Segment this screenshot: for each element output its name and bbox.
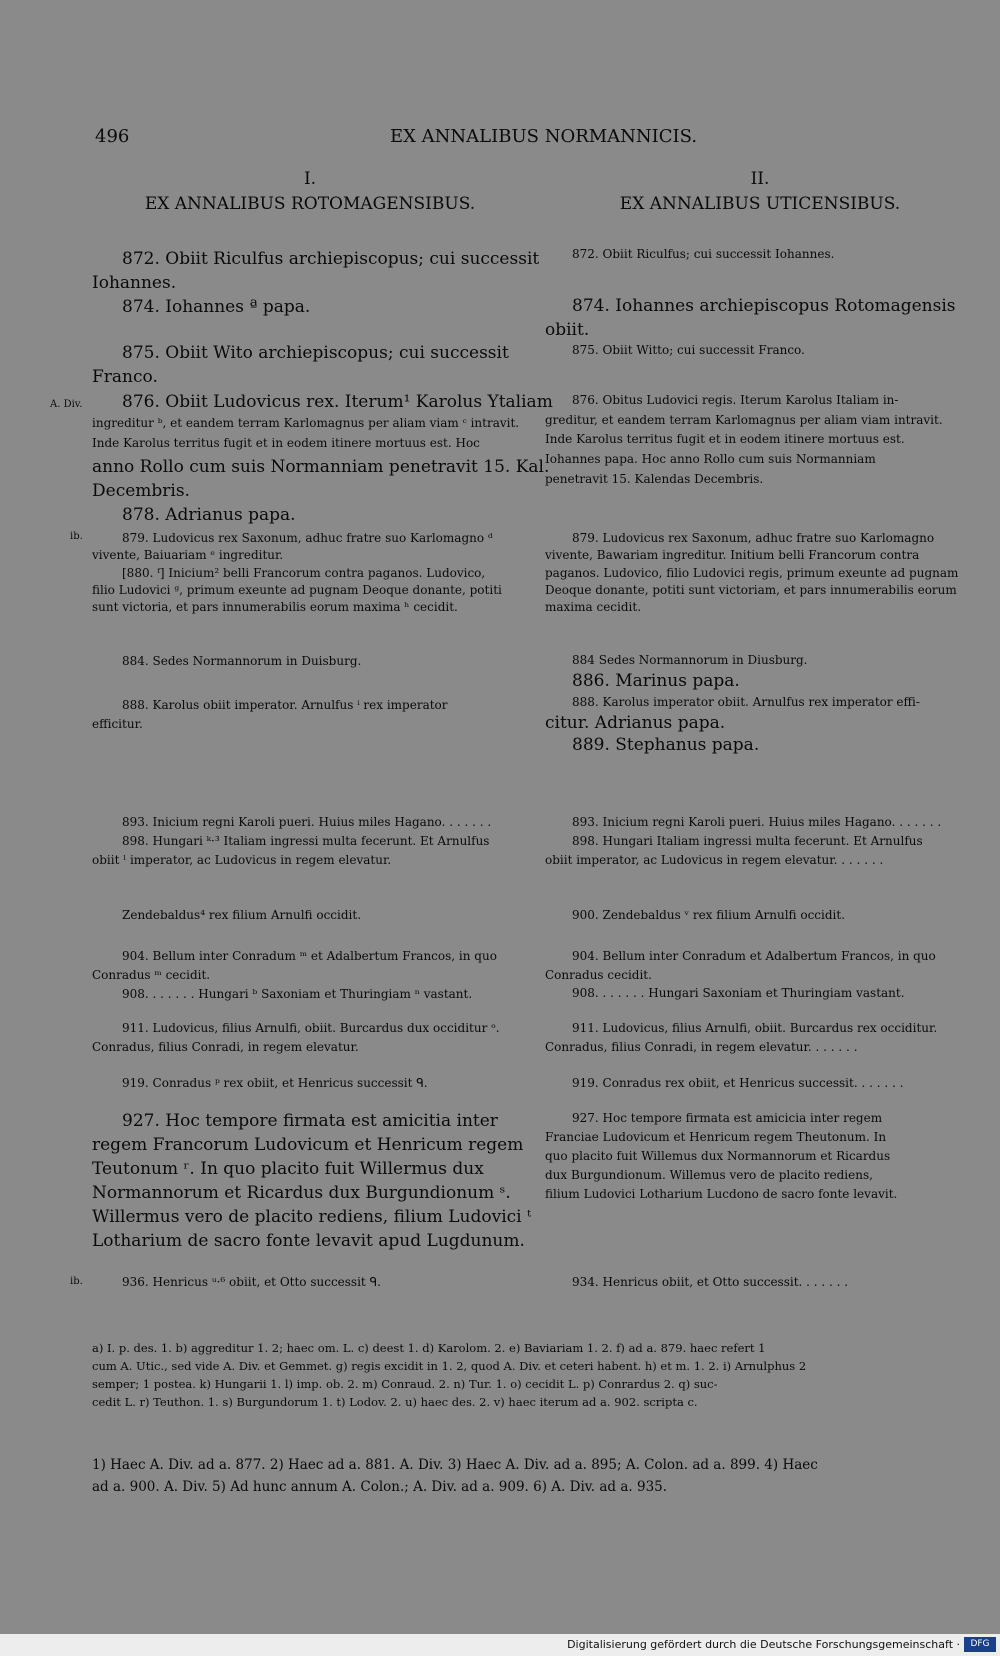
entry-line: vivente, Baiuariam ᵉ ingreditur. bbox=[92, 548, 284, 562]
entry-line: obiit ˡ imperator, ac Ludovicus in regem elevatur. bbox=[92, 853, 392, 867]
entry-line: 919. Conradus rex obiit, et Henricus successit. . . . . . . bbox=[572, 1076, 904, 1090]
entry-line: 934. Henricus obiit, et Otto successit. . . . . . . bbox=[572, 1275, 849, 1289]
entry-line: Lotharium de sacro fonte levavit apud Lugdunum. bbox=[92, 1231, 525, 1251]
entry-line: obiit imperator, ac Ludovicus in regem elevatur. . . . . . . bbox=[545, 853, 884, 867]
entry-line: 875. Obiit Witto; cui successit Franco. bbox=[572, 343, 805, 357]
entry-line: 874. Iohannes archiepiscopus Rotomagensis bbox=[572, 296, 956, 316]
entry-line: 889. Stephanus papa. bbox=[572, 735, 760, 755]
entry-line: 919. Conradus ᵖ rex obiit, et Henricus successit ᑫ. bbox=[122, 1076, 428, 1090]
running-title: EX ANNALIBUS NORMANNICIS. bbox=[390, 126, 698, 147]
entry-line: 876. Obiit Ludovicus rex. Iterum¹ Karolus Ytaliam bbox=[122, 392, 553, 412]
footer-bar bbox=[0, 1634, 1000, 1656]
col2-heading bbox=[560, 167, 960, 217]
footnote-line: cum A. Utic., sed vide A. Div. et Gemmet. g) regis excidit in 1. 2, quod A. Div. et ceteri habent. h) et m. 1. 2. i) Arnulphus 2 bbox=[92, 1359, 807, 1373]
entry-line: 908. . . . . . . Hungari Saxoniam et Thuringiam vastant. bbox=[572, 986, 905, 1000]
entry-line: 911. Ludovicus, filius Arnulfi, obiit. Burcardus rex occiditur. bbox=[572, 1021, 938, 1035]
footnote-line: 1) Haec A. Div. ad a. 877. 2) Haec ad a. 881. A. Div. 3) Haec A. Div. ad a. 895; A. Colon. ad a. 899. 4) Haec bbox=[92, 1457, 818, 1473]
entry-line: obiit. bbox=[545, 320, 590, 340]
entry-line: 876. Obitus Ludovici regis. Iterum Karolus Italiam in- bbox=[572, 393, 899, 407]
entry-line: Conradus, filius Conradi, in regem elevatur. . . . . . . bbox=[545, 1040, 858, 1054]
col2-title: EX ANNALIBUS UTICENSIBUS. bbox=[619, 194, 901, 214]
footnote-line: ad a. 900. A. Div. 5) Ad hunc annum A. Colon.; A. Div. ad a. 909. 6) A. Div. ad a. 935. bbox=[92, 1479, 668, 1495]
entry-line: Iohannes. bbox=[92, 273, 177, 293]
dfg-logo: DFG bbox=[964, 1637, 996, 1652]
footnote-line: cedit L. r) Teuthon. 1. s) Burgundorum 1. t) Lodov. 2. u) haec des. 2. v) haec iterum ad a. 902. scripta c. bbox=[92, 1395, 698, 1409]
col2-numeral: II. bbox=[750, 169, 770, 189]
entry-line: 888. Karolus obiit imperator. Arnulfus ⁱ rex imperator bbox=[122, 698, 448, 712]
entry-line: 875. Obiit Wito archiepiscopus; cui successit bbox=[122, 343, 509, 363]
entry-line: Conradus ᵐ cecidit. bbox=[92, 968, 211, 982]
entry-line: Teutonum ʳ. In quo placito fuit Willermus dux bbox=[92, 1159, 484, 1179]
entry-line: Zendebaldus⁴ rex filium Arnulfi occidit. bbox=[122, 908, 362, 922]
entry-line: greditur, et eandem terram Karlomagnus per aliam viam intravit. bbox=[545, 413, 943, 427]
entry-line: 893. Inicium regni Karoli pueri. Huius miles Hagano. . . . . . . bbox=[122, 815, 492, 829]
footnote-line: a) I. p. des. 1. b) aggreditur 1. 2; haec om. L. c) deest 1. d) Karolom. 2. e) Baviariam 1. 2. f) ad a. 879. haec refert 1 bbox=[92, 1341, 766, 1355]
entry-line: filio Ludovici ᵍ, primum exeunte ad pugnam Deoque donante, potiti bbox=[92, 583, 502, 597]
entry-line: Inde Karolus territus fugit et in eodem itinere mortuus est. bbox=[545, 432, 905, 446]
entry-line: Iohannes papa. Hoc anno Rollo cum suis Normanniam bbox=[545, 452, 876, 466]
entry-line: Decembris. bbox=[92, 481, 190, 501]
entry-line: 904. Bellum inter Conradum et Adalbertum Francos, in quo bbox=[572, 949, 936, 963]
entry-line: 888. Karolus imperator obiit. Arnulfus rex imperator effi- bbox=[572, 695, 920, 709]
margin-note: ib. bbox=[70, 531, 83, 542]
entry-line: [880. ᶠ] Inicium² belli Francorum contra paganos. Ludovico, bbox=[122, 566, 486, 580]
entry-line: efficitur. bbox=[92, 717, 143, 731]
entry-line: 886. Marinus papa. bbox=[572, 671, 740, 691]
margin-note: A. Div. bbox=[50, 399, 83, 410]
entry-line: 878. Adrianus papa. bbox=[122, 505, 296, 525]
entry-line: 872. Obiit Riculfus archiepiscopus; cui successit bbox=[122, 249, 540, 269]
entry-line: Conradus cecidit. bbox=[545, 968, 652, 982]
entry-line: 872. Obiit Riculfus; cui successit Iohannes. bbox=[572, 247, 835, 261]
entry-line: sunt victoria, et pars innumerabilis eorum maxima ʰ cecidit. bbox=[92, 600, 458, 614]
col1-numeral: I. bbox=[303, 169, 317, 189]
entry-line: 884 Sedes Normannorum in Diusburg. bbox=[572, 653, 808, 667]
entry-line: filium Ludovici Lotharium Lucdono de sacro fonte levavit. bbox=[545, 1187, 898, 1201]
entry-line: 911. Ludovicus, filius Arnulfi, obiit. Burcardus dux occiditur ᵒ. bbox=[122, 1021, 500, 1035]
entry-line: ingreditur ᵇ, et eandem terram Karlomagnus per aliam viam ᶜ intravit. bbox=[92, 416, 520, 430]
entry-line: 898. Hungari ᵏ·³ Italiam ingressi multa fecerunt. Et Arnulfus bbox=[122, 834, 490, 848]
entry-line: regem Francorum Ludovicum et Henricum regem bbox=[92, 1135, 524, 1155]
entry-line: Inde Karolus territus fugit et in eodem itinere mortuus est. Hoc bbox=[92, 436, 480, 450]
entry-line: maxima cecidit. bbox=[545, 600, 642, 614]
entry-line: 879. Ludovicus rex Saxonum, adhuc fratre suo Karlomagno ᵈ bbox=[122, 531, 493, 545]
entry-line: 904. Bellum inter Conradum ᵐ et Adalbertum Francos, in quo bbox=[122, 949, 497, 963]
entry-line: 908. . . . . . . Hungari ᵇ Saxoniam et Thuringiam ⁿ vastant. bbox=[122, 987, 473, 1001]
entry-line: Deoque donante, potiti sunt victoriam, et pars innumerabilis eorum bbox=[545, 583, 957, 597]
entry-line: Franciae Ludovicum et Henricum regem Theutonum. In bbox=[545, 1130, 887, 1144]
entry-line: Franco. bbox=[92, 367, 158, 387]
col1-heading bbox=[90, 167, 530, 217]
entry-line: 893. Inicium regni Karoli pueri. Huius miles Hagano. . . . . . . bbox=[572, 815, 942, 829]
entry-line: 874. Iohannes ª papa. bbox=[122, 297, 311, 317]
entry-line: 936. Henricus ᵘ·⁶ obiit, et Otto successit ᑫ. bbox=[122, 1275, 381, 1289]
entry-line: 900. Zendebaldus ᵛ rex filium Arnulfi occidit. bbox=[572, 908, 846, 922]
entry-line: Willermus vero de placito rediens, filium Ludovici ᵗ bbox=[92, 1207, 532, 1227]
footer-text: Digitalisierung gefördert durch die Deutsche Forschungsgemeinschaft · bbox=[567, 1638, 960, 1651]
entry-line: Conradus, filius Conradi, in regem elevatur. bbox=[92, 1040, 359, 1054]
col1-title: EX ANNALIBUS ROTOMAGENSIBUS. bbox=[144, 194, 476, 214]
entry-line: vivente, Bawariam ingreditur. Initium belli Francorum contra bbox=[545, 548, 920, 562]
entry-line: Normannorum et Ricardus dux Burgundionum ˢ. bbox=[92, 1183, 511, 1203]
footnote-line: semper; 1 postea. k) Hungarii 1. l) imp. ob. 2. m) Conraud. 2. n) Tur. 1. o) cecidit L. p) Conrardus 2. q) suc- bbox=[92, 1377, 718, 1391]
entry-line: dux Burgundionum. Willemus vero de placito rediens, bbox=[545, 1168, 873, 1182]
entry-line: 898. Hungari Italiam ingressi multa fecerunt. Et Arnulfus bbox=[572, 834, 923, 848]
entry-line: quo placito fuit Willemus dux Normannorum et Ricardus bbox=[545, 1149, 891, 1163]
page-number: 496 bbox=[95, 126, 130, 147]
entry-line: paganos. Ludovico, filio Ludovici regis, primum exeunte ad pugnam bbox=[545, 566, 959, 580]
entry-line: anno Rollo cum suis Normanniam penetravit 15. Kal. bbox=[92, 457, 550, 477]
entry-line: 927. Hoc tempore firmata est amicitia inter bbox=[122, 1111, 498, 1131]
entry-line: 879. Ludovicus rex Saxonum, adhuc fratre suo Karlomagno bbox=[572, 531, 935, 545]
entry-line: citur. Adrianus papa. bbox=[545, 713, 726, 733]
entry-line: 884. Sedes Normannorum in Duisburg. bbox=[122, 654, 362, 668]
entry-line: penetravit 15. Kalendas Decembris. bbox=[545, 472, 764, 486]
entry-line: 927. Hoc tempore firmata est amicicia inter regem bbox=[572, 1111, 883, 1125]
margin-note: ib. bbox=[70, 1276, 83, 1287]
